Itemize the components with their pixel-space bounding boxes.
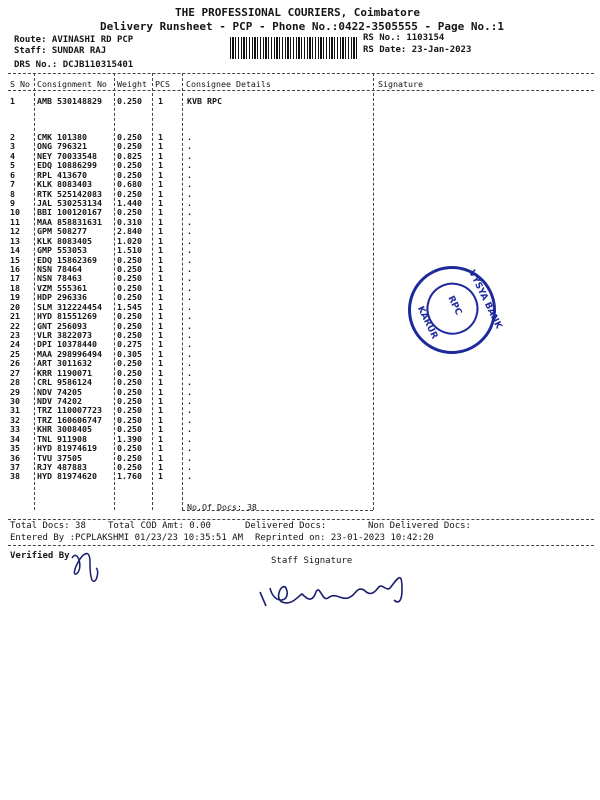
rs-date: RS Date: 23-Jan-2023 [363, 45, 472, 55]
runsheet-title: Delivery Runsheet - PCP - Phone No.:0422-3505555 - Page No.:1 [100, 20, 504, 33]
row-consignment: NDV 74202 [37, 396, 82, 407]
row-pcs: 1 [158, 386, 163, 397]
row-details: . [187, 452, 192, 463]
row-weight: 0.250 [117, 320, 142, 331]
row-pcs: 1 [158, 443, 163, 454]
row-weight: 0.250 [117, 311, 142, 322]
row-consignment: EDQ 10886299 [37, 160, 97, 171]
row-weight: 0.275 [117, 339, 142, 350]
row-details: KVB RPC [187, 96, 222, 106]
row-consignment: GPM 508277 [37, 226, 87, 237]
row-consignment: CMK 101380 [37, 132, 87, 142]
row-sno: 24 [10, 339, 20, 350]
row-consignment: ONG 796321 [37, 141, 87, 152]
row-details: . [187, 150, 192, 161]
row-details: . [187, 264, 192, 275]
row-weight: 0.250 [117, 358, 142, 369]
row-details: . [187, 348, 192, 359]
row-consignment: EDQ 15862369 [37, 254, 97, 265]
row-pcs: 1 [158, 414, 163, 425]
row-consignment: TNL 911908 [37, 433, 87, 444]
row-sno: 7 [10, 179, 15, 190]
row-details: . [187, 207, 192, 218]
row-details: . [187, 339, 192, 350]
row-sno: 19 [10, 292, 20, 303]
row-consignment: HYD 81974619 [37, 443, 97, 454]
row-pcs: 1 [158, 301, 163, 312]
row-sno: 6 [10, 169, 15, 180]
row-weight: 0.250 [117, 367, 142, 378]
row-details: . [187, 169, 192, 180]
row-details: . [187, 386, 192, 397]
row-pcs: 1 [158, 264, 163, 275]
row-pcs: 1 [158, 320, 163, 331]
row-sno: 4 [10, 150, 15, 161]
row-consignment: GMP 553053 [37, 245, 87, 256]
row-sno: 1 [10, 96, 15, 106]
row-consignment: KLK 8083405 [37, 235, 92, 246]
row-consignment: CRL 9586124 [37, 377, 92, 388]
row-sno: 38 [10, 471, 20, 482]
row-weight: 0.250 [117, 96, 142, 106]
row-details: . [187, 320, 192, 331]
stamp-text-center: RPC [445, 294, 464, 317]
row-weight: 0.250 [117, 273, 142, 284]
entered-by: Entered By :PCPLAKSHMI 01/23/23 10:35:51 AM [10, 533, 243, 543]
table-header-rule [8, 90, 594, 91]
row-details: . [187, 132, 192, 142]
row-consignment: AMB 530148829 [37, 96, 102, 106]
row-pcs: 1 [158, 433, 163, 444]
row-consignment: KLK 8083403 [37, 179, 92, 190]
row-weight: 0.305 [117, 348, 142, 359]
row-pcs: 1 [158, 207, 163, 218]
row-weight: 0.250 [117, 264, 142, 275]
row-sno: 36 [10, 452, 20, 463]
row-details: . [187, 471, 192, 482]
total-docs: Total Docs: 38 [10, 521, 86, 531]
row-weight: 0.250 [117, 132, 142, 142]
staff-label: Staff: SUNDAR RAJ [14, 46, 107, 56]
row-sno: 17 [10, 273, 20, 284]
row-consignment: RTK 525142083 [37, 188, 102, 199]
row-weight: 1.545 [117, 301, 142, 312]
row-details: . [187, 245, 192, 256]
row-pcs: 1 [158, 358, 163, 369]
row-sno: 10 [10, 207, 20, 218]
row-pcs: 1 [158, 282, 163, 293]
verifier-signature [62, 540, 112, 590]
table-row [0, 97, 600, 107]
row-details: . [187, 367, 192, 378]
staff-signature [252, 562, 422, 612]
row-details: . [187, 377, 192, 388]
row-sno: 16 [10, 264, 20, 275]
row-weight: 0.680 [117, 179, 142, 190]
row-weight: 2.840 [117, 226, 142, 237]
row-weight: 0.250 [117, 254, 142, 265]
row-weight: 0.250 [117, 377, 142, 388]
row-pcs: 1 [158, 169, 163, 180]
row-details: . [187, 301, 192, 312]
row-pcs: 1 [158, 348, 163, 359]
row-weight: 0.250 [117, 292, 142, 303]
row-details: . [187, 216, 192, 227]
row-pcs: 1 [158, 141, 163, 152]
row-pcs: 1 [158, 96, 163, 106]
row-consignment: KRR 1190071 [37, 367, 92, 378]
reprinted-on: Reprinted on: 23-01-2023 10:42:20 [255, 533, 434, 543]
row-sno: 23 [10, 330, 20, 341]
row-consignment: TRZ 160606747 [37, 414, 102, 425]
row-consignment: GNT 256093 [37, 320, 87, 331]
row-weight: 0.250 [117, 282, 142, 293]
col-header-pcs: PCS [155, 79, 170, 89]
row-details: . [187, 282, 192, 293]
row-weight: 0.250 [117, 414, 142, 425]
row-details: . [187, 443, 192, 454]
row-pcs: 1 [158, 339, 163, 350]
row-weight: 1.760 [117, 471, 142, 482]
row-sno: 20 [10, 301, 20, 312]
row-sno: 32 [10, 414, 20, 425]
row-sno: 18 [10, 282, 20, 293]
row-details: . [187, 433, 192, 444]
barcode [230, 37, 358, 59]
row-pcs: 1 [158, 188, 163, 199]
row-weight: 0.250 [117, 207, 142, 218]
stamp-text-top: VYSYA BANK [466, 268, 504, 331]
row-weight: 0.250 [117, 443, 142, 454]
col-header-signature: Signature [378, 79, 423, 89]
row-details: . [187, 179, 192, 190]
row-pcs: 1 [158, 330, 163, 341]
row-details: . [187, 292, 192, 303]
row-pcs: 1 [158, 311, 163, 322]
table-top-rule [8, 73, 594, 74]
row-pcs: 1 [158, 367, 163, 378]
row-weight: 0.250 [117, 424, 142, 435]
rs-number: RS No.: 1103154 [363, 33, 445, 43]
row-sno: 5 [10, 160, 15, 171]
row-pcs: 1 [158, 396, 163, 407]
row-weight: 0.250 [117, 330, 142, 341]
col-header-consignment: Consignment No [37, 79, 107, 89]
row-consignment: HYD 81551269 [37, 311, 97, 322]
row-details: . [187, 311, 192, 322]
company-title: THE PROFESSIONAL COURIERS, Coimbatore [175, 6, 421, 19]
row-sno: 26 [10, 358, 20, 369]
row-sno: 9 [10, 198, 15, 208]
row-details: . [187, 226, 192, 237]
row-consignment: VLR 3822073 [37, 330, 92, 341]
row-sno: 3 [10, 141, 15, 152]
row-pcs: 1 [158, 160, 163, 171]
row-weight: 0.250 [117, 169, 142, 180]
row-sno: 21 [10, 311, 20, 322]
row-weight: 0.250 [117, 396, 142, 407]
row-consignment: KHR 3008405 [37, 424, 92, 435]
row-pcs: 1 [158, 292, 163, 303]
row-pcs: 1 [158, 254, 163, 265]
row-consignment: TRZ 110007723 [37, 405, 102, 416]
col-header-consignee: Consignee Details [186, 79, 271, 89]
total-cod: Total COD Amt: 0.00 [108, 521, 211, 531]
staff-signature-label: Staff Signature [271, 556, 353, 566]
row-consignment: TVU 37505 [37, 452, 82, 463]
row-details: . [187, 358, 192, 369]
row-pcs: 1 [158, 405, 163, 416]
row-weight: 0.250 [117, 386, 142, 397]
row-pcs: 1 [158, 245, 163, 256]
row-sno: 11 [10, 216, 20, 227]
row-sno: 2 [10, 132, 15, 142]
row-details: . [187, 414, 192, 425]
non-delivered-docs: Non Delivered Docs: [368, 521, 471, 531]
row-weight: 0.250 [117, 405, 142, 416]
row-sno: 30 [10, 396, 20, 407]
route-label: Route: AVINASHI RD PCP [14, 35, 134, 45]
row-weight: 0.825 [117, 150, 142, 161]
footer-rule [8, 519, 594, 520]
row-sno: 31 [10, 405, 20, 416]
row-consignment: NSN 78464 [37, 264, 82, 275]
row-weight: 1.440 [117, 198, 142, 208]
col-header-sno: S No [10, 79, 30, 89]
row-sno: 27 [10, 367, 20, 378]
row-consignment: HDP 296336 [37, 292, 87, 303]
row-pcs: 1 [158, 179, 163, 190]
row-details: . [187, 424, 192, 435]
row-details: . [187, 141, 192, 152]
row-sno: 22 [10, 320, 20, 331]
row-consignment: HYD 81974620 [37, 471, 97, 482]
row-sno: 12 [10, 226, 20, 237]
row-weight: 0.310 [117, 216, 142, 227]
row-pcs: 1 [158, 150, 163, 161]
row-details: . [187, 198, 192, 208]
row-details: . [187, 396, 192, 407]
row-consignment: NSN 78463 [37, 273, 82, 284]
drs-label: DRS No.: DCJB110315401 [14, 60, 134, 70]
row-pcs: 1 [158, 452, 163, 463]
stamp-text-bottom: KARUR [414, 304, 440, 341]
row-pcs: 1 [158, 471, 163, 482]
row-sno: 35 [10, 443, 20, 454]
row-consignment: ART 3011632 [37, 358, 92, 369]
row-weight: 0.250 [117, 452, 142, 463]
row-sno: 34 [10, 433, 20, 444]
row-sno: 13 [10, 235, 20, 246]
row-consignment: MAA 298996494 [37, 348, 102, 359]
row-pcs: 1 [158, 273, 163, 284]
row-consignment: SLM 312224454 [37, 301, 102, 312]
row-details: . [187, 235, 192, 246]
row-consignment: JAL 530253134 [37, 198, 102, 208]
row-details: . [187, 188, 192, 199]
row-sno: 14 [10, 245, 20, 256]
row-pcs: 1 [158, 377, 163, 388]
row-weight: 1.510 [117, 245, 142, 256]
row-weight: 1.390 [117, 433, 142, 444]
row-sno: 37 [10, 462, 20, 473]
row-weight: 1.020 [117, 235, 142, 246]
row-sno: 28 [10, 377, 20, 388]
table-row [0, 472, 600, 482]
row-weight: 0.250 [117, 141, 142, 152]
row-pcs: 1 [158, 132, 163, 142]
row-details: . [187, 273, 192, 284]
row-consignment: RJY 487883 [37, 462, 87, 473]
row-sno: 25 [10, 348, 20, 359]
row-consignment: BBI 100120167 [37, 207, 102, 218]
row-details: . [187, 160, 192, 171]
row-sno: 15 [10, 254, 20, 265]
row-sno: 29 [10, 386, 20, 397]
row-sno: 33 [10, 424, 20, 435]
row-details: . [187, 330, 192, 341]
row-consignment: NEY 70033548 [37, 150, 97, 161]
row-pcs: 1 [158, 226, 163, 237]
row-pcs: 1 [158, 235, 163, 246]
col-header-weight: Weight [117, 79, 147, 89]
row-consignment: VZM 555361 [37, 282, 87, 293]
row-consignment: NDV 74205 [37, 386, 82, 397]
verified-by-label: Verified By [10, 551, 70, 561]
row-weight: 0.250 [117, 188, 142, 199]
row-pcs: 1 [158, 198, 163, 208]
row-weight: 0.250 [117, 160, 142, 171]
row-pcs: 1 [158, 462, 163, 473]
delivered-docs: Delivered Docs: [245, 521, 327, 531]
row-details: . [187, 405, 192, 416]
row-consignment: RPL 413670 [37, 169, 87, 180]
no-of-docs: No.Of Docs: 38 [187, 502, 257, 512]
row-consignment: MAA 858831631 [37, 216, 102, 227]
row-details: . [187, 462, 192, 473]
row-sno: 8 [10, 188, 15, 199]
row-consignment: DPI 10378440 [37, 339, 97, 350]
row-pcs: 1 [158, 216, 163, 227]
row-weight: 0.250 [117, 462, 142, 473]
row-pcs: 1 [158, 424, 163, 435]
row-details: . [187, 254, 192, 265]
